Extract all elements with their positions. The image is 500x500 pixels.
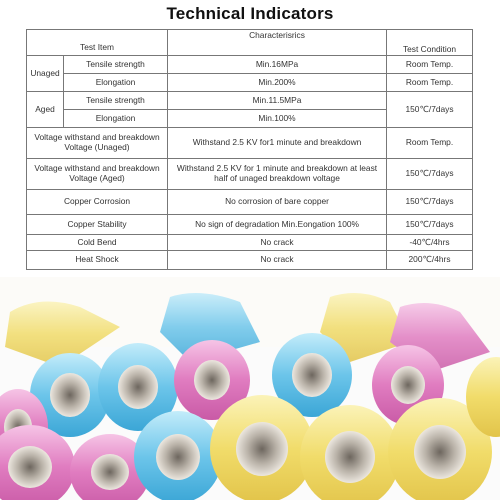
test-item-cell: Cold Bend (27, 235, 168, 251)
group-unaged: Unaged (27, 56, 64, 92)
table-row (27, 159, 473, 190)
test-item-cell: Voltage withstand and breakdown Voltage (Unaged) (27, 128, 168, 159)
characteristic-cell: Min.16MPa (168, 56, 387, 74)
characteristic-cell: No sign of degradation Min.Eongation 100% (168, 215, 387, 235)
test-item-cell: Elongation (64, 110, 168, 128)
table-row (27, 128, 473, 159)
page-title: Technical Indicators (166, 4, 334, 23)
test-item-cell: Elongation (64, 74, 168, 92)
test-item-cell: Tensile strength (64, 56, 168, 74)
characteristic-cell: No crack (168, 235, 387, 251)
condition-cell: 150℃/7days (387, 159, 473, 190)
characteristic-cell: Withstand 2.5 KV for1 minute and breakdown (168, 128, 387, 159)
condition-cell: 150℃/7days (387, 215, 473, 235)
test-item-cell: Heat Shock (27, 251, 168, 270)
condition-cell: Room Temp. (387, 56, 473, 74)
spec-table (26, 29, 473, 270)
characteristic-cell: Min.100% (168, 110, 387, 128)
characteristic-cell: No corrosion of bare copper (168, 190, 387, 215)
condition-cell: Room Temp. (387, 128, 473, 159)
condition-cell: 200℃/4hrs (387, 251, 473, 270)
characteristic-cell: Min.11.5MPa (168, 92, 387, 110)
table-row (27, 92, 473, 110)
test-item-cell: Copper Stability (27, 215, 168, 235)
table-row (27, 74, 473, 92)
header-characteristics: Characterisrics (168, 30, 387, 56)
test-item-cell: Copper Corrosion (27, 190, 168, 215)
test-item-cell: Tensile strength (64, 92, 168, 110)
table-row (27, 251, 473, 270)
condition-cell: -40℃/4hrs (387, 235, 473, 251)
condition-cell: 150℃/7days (387, 92, 473, 128)
table-row (27, 190, 473, 215)
characteristic-cell: No crack (168, 251, 387, 270)
test-item-cell: Voltage withstand and breakdown Voltage (Aged) (27, 159, 168, 190)
condition-cell: Room Temp. (387, 74, 473, 92)
group-aged: Aged (27, 92, 64, 128)
connector-photo-illustration (0, 277, 500, 500)
product-photo (0, 277, 500, 500)
condition-cell: 150℃/7days (387, 190, 473, 215)
header-row (27, 30, 473, 56)
table-row (27, 56, 473, 74)
characteristic-cell: Min.200% (168, 74, 387, 92)
table-row (27, 215, 473, 235)
table-row (27, 235, 473, 251)
header-test-condition: Test Condition (387, 30, 473, 56)
characteristic-cell: Withstand 2.5 KV for 1 minute and breakdown at least half of unaged breakdown voltage (168, 159, 387, 190)
header-test-item: Test Item (27, 30, 168, 56)
